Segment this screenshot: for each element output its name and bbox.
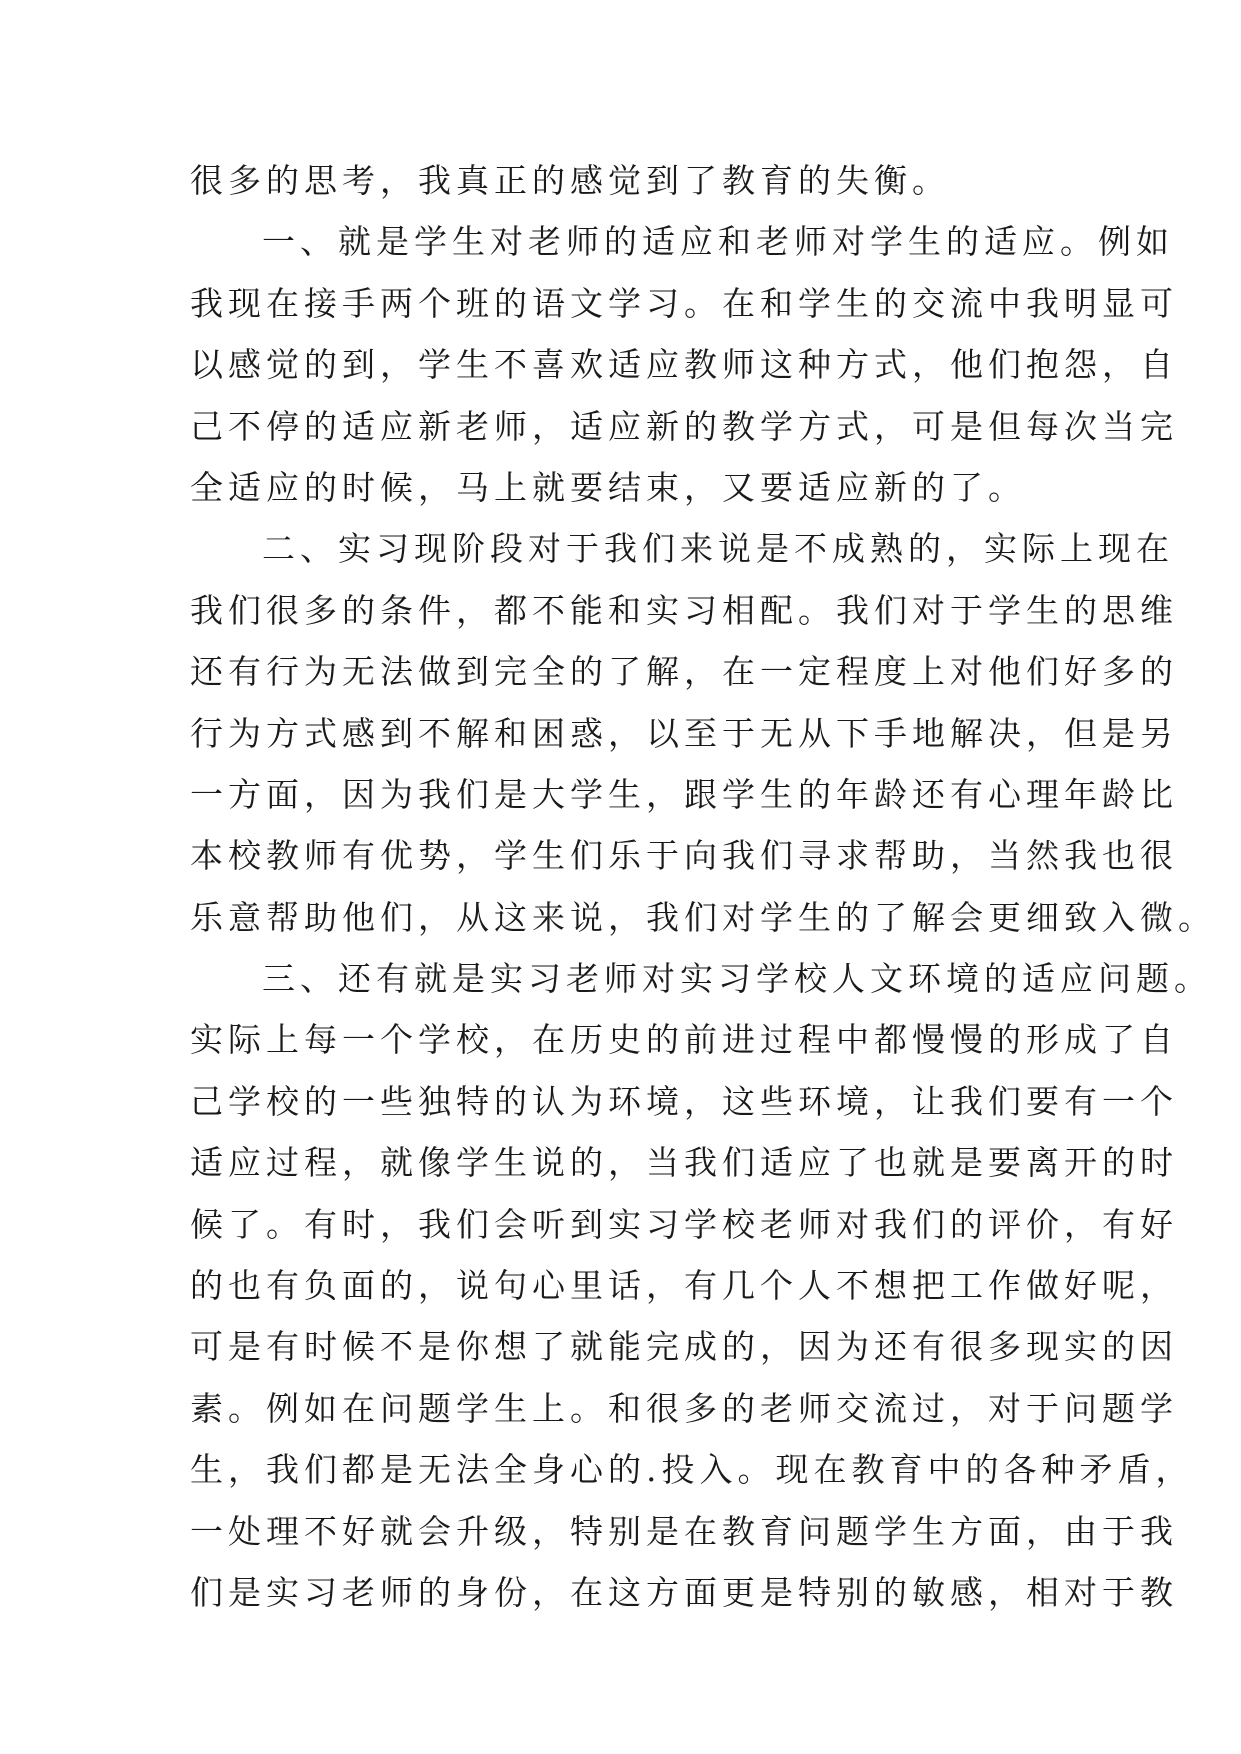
text-line: 己不停的适应新老师，适应新的教学方式，可是但每次当完 (190, 406, 1178, 446)
text-line: 本校教师有优势，学生们乐于向我们寻求帮助，当然我也很 (190, 836, 1178, 876)
text-line: 很多的思考，我真正的感觉到了教育的失衡。 (190, 161, 950, 200)
document-body (190, 150, 1216, 1623)
text-line: 全适应的时候，马上就要结束，又要适应新的了。 (190, 467, 1026, 507)
text-line: 行为方式感到不解和困惑，以至于无从下手地解决，但是另 (190, 713, 1178, 753)
text-line: 们是实习老师的身份，在这方面更是特别的敏感，相对于教 (190, 1572, 1178, 1612)
text-line: 适应过程，就像学生说的，当我们适应了也就是要离开的时 (190, 1143, 1178, 1183)
text-line: 我们很多的条件，都不能和实习相配。我们对于学生的思维 (190, 590, 1178, 630)
text-line: 乐意帮助他们，从这来说，我们对学生的了解会更细致入微。 (190, 897, 1216, 937)
text-line: 候了。有时，我们会听到实习学校老师对我们的评价，有好 (190, 1204, 1178, 1244)
paragraph-first-line: 二、实习现阶段对于我们来说是不成熟的，实际上现在 (262, 529, 1174, 569)
paragraph-first-line: 三、还有就是实习老师对实习学校人文环境的适应问题。 (262, 959, 1212, 999)
text-line: 还有行为无法做到完全的了解，在一定程度上对他们好多的 (190, 652, 1178, 692)
text-line: 生，我们都是无法全身心的.投入。现在教育中的各种矛盾， (190, 1450, 1194, 1490)
text-line: 一方面，因为我们是大学生，跟学生的年龄还有心理年龄比 (190, 774, 1178, 814)
text-line: 我现在接手两个班的语文学习。在和学生的交流中我明显可 (190, 283, 1178, 323)
text-line: 可是有时候不是你想了就能完成的，因为还有很多现实的因 (190, 1327, 1178, 1367)
text-line: 素。例如在问题学生上。和很多的老师交流过，对于问题学 (190, 1388, 1178, 1428)
text-line: 的也有负面的，说句心里话，有几个人不想把工作做好呢， (190, 1266, 1178, 1306)
text-line: 己学校的一些独特的认为环境，这些环境，让我们要有一个 (190, 1081, 1178, 1121)
text-line: 以感觉的到，学生不喜欢适应教师这种方式，他们抱怨，自 (190, 345, 1178, 385)
text-line: 一处理不好就会升级，特别是在教育问题学生方面，由于我 (190, 1511, 1178, 1551)
paragraph-first-line: 一、就是学生对老师的适应和老师对学生的适应。例如 (262, 222, 1174, 262)
text-line: 实际上每一个学校，在历史的前进过程中都慢慢的形成了自 (190, 1020, 1178, 1060)
